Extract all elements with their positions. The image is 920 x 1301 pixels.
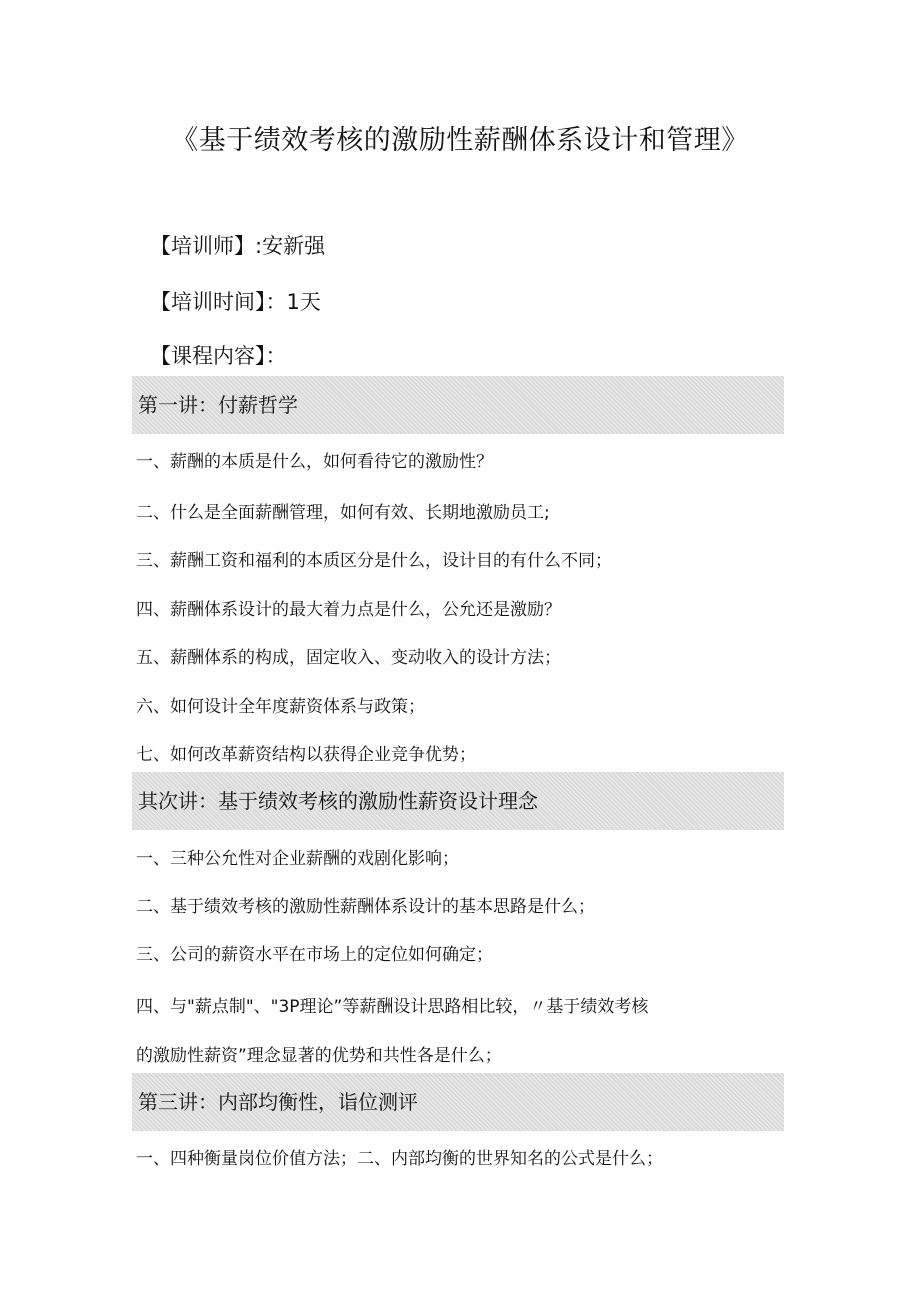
section-2-item: 三、公司的薪资水平在市场上的定位如何确定； bbox=[136, 945, 493, 965]
section-1-item: 五、薪酬体系的构成，固定收入、变动收入的设计方法； bbox=[136, 648, 561, 668]
section-1-item: 七、如何改革薪资结构以获得企业竞争优势； bbox=[136, 745, 476, 765]
section-3-item: 一、四种衡量岗位价值方法；二、内部均衡的世界知名的公式是什么； bbox=[136, 1149, 663, 1169]
section-2-item: 四、与"薪点制"、"3P理论”等薪酬设计思路相比较，〃基于绩效考核 bbox=[136, 997, 649, 1017]
section-2-item: 二、基于绩效考核的激励性薪酬体系设计的基本思路是什么； bbox=[136, 897, 595, 917]
content-label: 【课程内容】： bbox=[150, 344, 287, 368]
document-title: 《基于绩效考核的激励性薪酬体系设计和管理》 bbox=[171, 125, 749, 156]
section-2-item: 一、三种公允性对企业薪酬的戏剧化影响； bbox=[136, 849, 459, 869]
section-heading-3: 第三讲：内部均衡性，诣位测评 bbox=[132, 1073, 784, 1131]
section-1-item: 六、如何设计全年度薪资体系与政策； bbox=[136, 697, 425, 717]
section-heading-2: 其次讲：基于绩效考核的激励性薪资设计理念 bbox=[132, 772, 784, 830]
section-2-item: 的激励性薪资”理念显著的优势和共性各是什么； bbox=[136, 1046, 502, 1066]
section-1-item: 一、薪酬的本质是什么，如何看待它的激励性？ bbox=[136, 452, 493, 472]
section-1-item: 三、薪酬工资和福利的本质区分是什么，设计目的有什么不同； bbox=[136, 551, 612, 571]
section-1-item: 二、什么是全面薪酬管理，如何有效、长期地激励员工; bbox=[136, 503, 550, 523]
section-heading-1: 第一讲：付薪哲学 bbox=[132, 376, 784, 434]
duration-line: 【培训时间】：1天 bbox=[150, 290, 321, 314]
trainer-line: 【培训师】:安新强 bbox=[150, 234, 326, 258]
section-1-item: 四、薪酬体系设计的最大着力点是什么，公允还是激励？ bbox=[136, 600, 561, 620]
